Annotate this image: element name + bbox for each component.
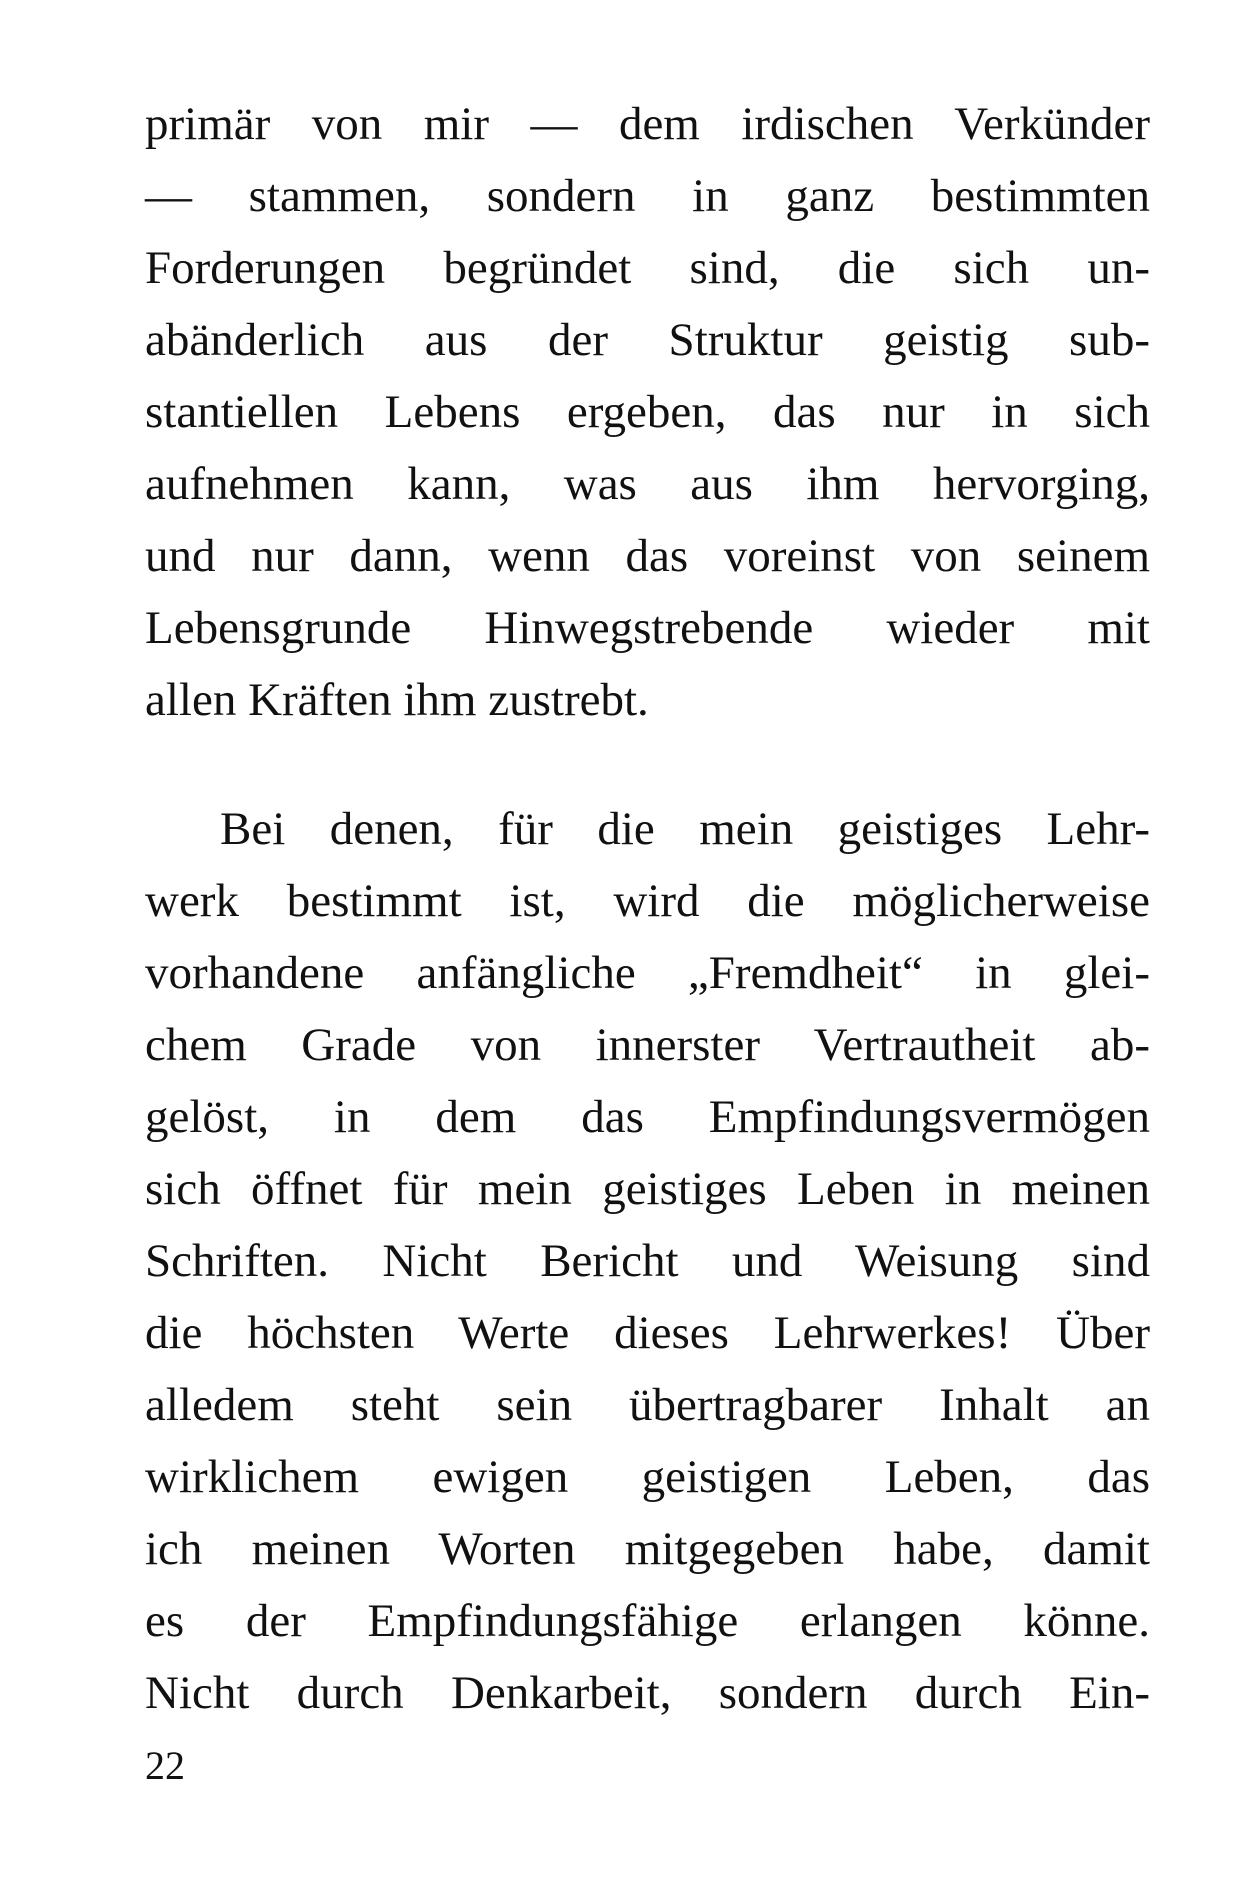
- text-line: und nur dann, wenn das voreinst von seinem: [145, 530, 1150, 582]
- text-line: Bei denen, für die mein geistiges Lehr-: [220, 803, 1150, 855]
- text-line: es der Empfindungsfähige erlangen könne.: [145, 1595, 1150, 1647]
- paragraph-2: [145, 793, 1150, 1729]
- text-line: Nicht durch Denkarbeit, sondern durch Ein-: [145, 1667, 1150, 1719]
- text-line: wirklichem ewigen geistigen Leben, das: [145, 1451, 1150, 1503]
- paragraph-1: [145, 88, 1150, 736]
- text-line: Forderungen begründet sind, die sich un-: [145, 242, 1150, 294]
- text-line: stantiellen Lebens ergeben, das nur in sich: [145, 386, 1150, 438]
- text-line: werk bestimmt ist, wird die möglicherweise: [145, 875, 1150, 927]
- text-line: ich meinen Worten mitgegeben habe, damit: [145, 1523, 1150, 1575]
- text-line: die höchsten Werte dieses Lehrwerkes! Über: [145, 1307, 1150, 1359]
- text-line: alledem steht sein übertragbarer Inhalt an: [145, 1379, 1150, 1431]
- text-line: Lebensgrunde Hinwegstrebende wieder mit: [145, 602, 1150, 654]
- text-line: aufnehmen kann, was aus ihm hervorging,: [145, 458, 1150, 510]
- text-line: gelöst, in dem das Empfindungsvermögen: [145, 1091, 1150, 1143]
- text-line: vorhandene anfängliche „Fremdheit“ in glei-: [145, 947, 1150, 999]
- text-line: abänderlich aus der Struktur geistig sub-: [145, 314, 1150, 366]
- text-line: primär von mir — dem irdischen Verkünder: [145, 98, 1150, 150]
- page-number: 22: [145, 1743, 185, 1788]
- text-line: sich öffnet für mein geistiges Leben in meinen: [145, 1163, 1150, 1215]
- text-line: — stammen, sondern in ganz bestimmten: [145, 170, 1150, 222]
- text-line: allen Kräften ihm zustrebt.: [145, 674, 649, 726]
- text-line: Schriften. Nicht Bericht und Weisung sind: [145, 1235, 1150, 1287]
- text-line: chem Grade von innerster Vertrautheit ab-: [145, 1019, 1150, 1071]
